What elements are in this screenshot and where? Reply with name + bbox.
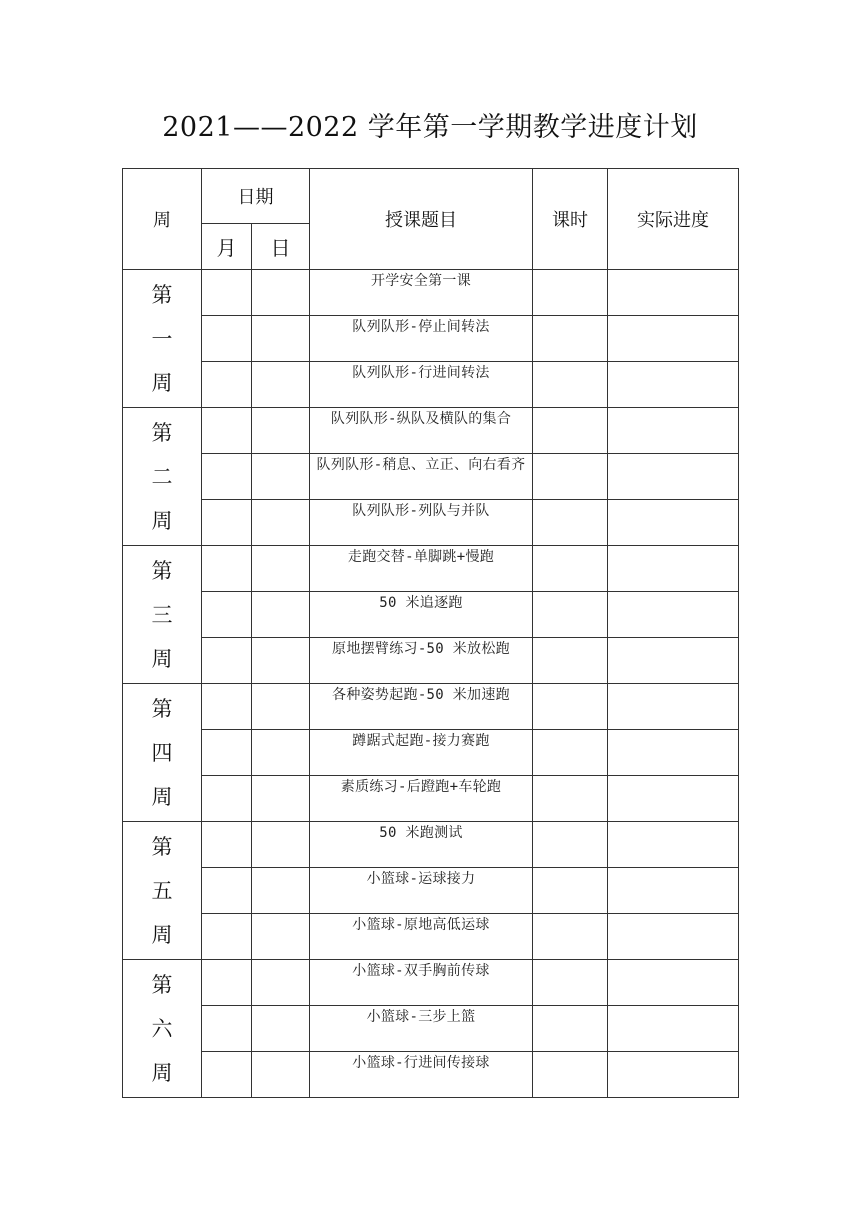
hours-cell xyxy=(533,776,608,822)
table-row xyxy=(123,868,739,914)
week-label xyxy=(123,832,201,950)
table-row xyxy=(123,638,739,684)
topic-cell: 素质练习-后蹬跑+车轮跑 xyxy=(310,776,533,822)
table-row xyxy=(123,408,739,454)
month-cell xyxy=(202,1006,252,1052)
month-cell xyxy=(202,546,252,592)
week-label-char: 第 xyxy=(151,696,173,721)
hours-cell xyxy=(533,730,608,776)
progress-cell xyxy=(608,868,739,914)
week-label xyxy=(123,280,201,398)
week-label-char: 三 xyxy=(151,602,173,627)
table-row xyxy=(123,270,739,316)
week-label xyxy=(123,418,201,536)
hours-cell xyxy=(533,500,608,546)
week-label-char: 第 xyxy=(151,834,173,859)
table-row xyxy=(123,500,739,546)
topic-cell: 原地摆臂练习-50 米放松跑 xyxy=(310,638,533,684)
month-cell xyxy=(202,776,252,822)
week-label xyxy=(123,694,201,812)
month-cell xyxy=(202,684,252,730)
table-row xyxy=(123,822,739,868)
week-label-char: 周 xyxy=(151,508,173,533)
progress-cell xyxy=(608,454,739,500)
table-row xyxy=(123,1052,739,1098)
month-cell xyxy=(202,316,252,362)
progress-cell xyxy=(608,362,739,408)
progress-cell xyxy=(608,730,739,776)
week-cell xyxy=(123,822,202,960)
week-label-char: 一 xyxy=(151,326,173,351)
topic-cell: 小篮球-双手胸前传球 xyxy=(310,960,533,1006)
progress-cell xyxy=(608,408,739,454)
progress-cell xyxy=(608,960,739,1006)
topic-cell: 开学安全第一课 xyxy=(310,270,533,316)
day-cell xyxy=(252,776,310,822)
week-cell xyxy=(123,270,202,408)
topic-cell: 走跑交替-单脚跳+慢跑 xyxy=(310,546,533,592)
hours-cell xyxy=(533,546,608,592)
table-row xyxy=(123,730,739,776)
hours-cell xyxy=(533,1006,608,1052)
hours-cell xyxy=(533,270,608,316)
page-title: 2021——2022 学年第一学期教学进度计划 xyxy=(162,112,698,143)
month-cell xyxy=(202,730,252,776)
month-cell xyxy=(202,362,252,408)
table-row xyxy=(123,316,739,362)
teaching-schedule-table xyxy=(122,168,739,1098)
progress-cell xyxy=(608,270,739,316)
day-cell xyxy=(252,684,310,730)
day-cell xyxy=(252,362,310,408)
topic-cell: 50 米跑测试 xyxy=(310,822,533,868)
table-row xyxy=(123,546,739,592)
topic-cell: 各种姿势起跑-50 米加速跑 xyxy=(310,684,533,730)
table-row xyxy=(123,592,739,638)
topic-cell: 队列队形-行进间转法 xyxy=(310,362,533,408)
topic-cell: 队列队形-停止间转法 xyxy=(310,316,533,362)
day-cell xyxy=(252,638,310,684)
hours-cell xyxy=(533,1052,608,1098)
day-cell xyxy=(252,1052,310,1098)
week-label-char: 周 xyxy=(151,646,173,671)
month-cell xyxy=(202,822,252,868)
header-topic: 授课题目 xyxy=(310,169,533,270)
week-cell xyxy=(123,960,202,1098)
topic-cell: 小篮球-原地高低运球 xyxy=(310,914,533,960)
header-hours: 课时 xyxy=(533,169,608,270)
table-body xyxy=(123,270,739,1098)
hours-cell xyxy=(533,914,608,960)
week-label-char: 周 xyxy=(151,784,173,809)
month-cell xyxy=(202,868,252,914)
topic-cell: 小篮球-运球接力 xyxy=(310,868,533,914)
progress-cell xyxy=(608,316,739,362)
day-cell xyxy=(252,914,310,960)
week-label-char: 五 xyxy=(151,878,173,903)
month-cell xyxy=(202,500,252,546)
hours-cell xyxy=(533,868,608,914)
month-cell xyxy=(202,592,252,638)
progress-cell xyxy=(608,1052,739,1098)
progress-cell xyxy=(608,592,739,638)
month-cell xyxy=(202,1052,252,1098)
topic-cell: 50 米追逐跑 xyxy=(310,592,533,638)
day-cell xyxy=(252,868,310,914)
month-cell xyxy=(202,454,252,500)
progress-cell xyxy=(608,500,739,546)
header-day: 日 xyxy=(252,224,310,270)
week-label xyxy=(123,970,201,1088)
topic-cell: 小篮球-行进间传接球 xyxy=(310,1052,533,1098)
month-cell xyxy=(202,638,252,684)
day-cell xyxy=(252,454,310,500)
week-label xyxy=(123,556,201,674)
day-cell xyxy=(252,270,310,316)
day-cell xyxy=(252,730,310,776)
topic-cell: 队列队形-稍息、立正、向右看齐 xyxy=(310,454,533,500)
table-row xyxy=(123,914,739,960)
progress-cell xyxy=(608,776,739,822)
month-cell xyxy=(202,270,252,316)
week-label-char: 周 xyxy=(151,1060,173,1085)
day-cell xyxy=(252,822,310,868)
header-month: 月 xyxy=(202,224,252,270)
day-cell xyxy=(252,500,310,546)
month-cell xyxy=(202,914,252,960)
table-row xyxy=(123,776,739,822)
day-cell xyxy=(252,408,310,454)
topic-cell: 小篮球-三步上篮 xyxy=(310,1006,533,1052)
week-label-char: 第 xyxy=(151,282,173,307)
day-cell xyxy=(252,546,310,592)
table-row xyxy=(123,362,739,408)
day-cell xyxy=(252,960,310,1006)
week-label-char: 第 xyxy=(151,972,173,997)
week-cell xyxy=(123,546,202,684)
progress-cell xyxy=(608,684,739,730)
hours-cell xyxy=(533,822,608,868)
hours-cell xyxy=(533,454,608,500)
table-row xyxy=(123,1006,739,1052)
week-label-char: 周 xyxy=(151,370,173,395)
topic-cell: 队列队形-纵队及横队的集合 xyxy=(310,408,533,454)
week-cell xyxy=(123,684,202,822)
week-label-char: 第 xyxy=(151,420,173,445)
week-label-char: 第 xyxy=(151,558,173,583)
header-date: 日期 xyxy=(202,169,310,224)
hours-cell xyxy=(533,408,608,454)
month-cell xyxy=(202,408,252,454)
table-row xyxy=(123,454,739,500)
week-label-char: 周 xyxy=(151,922,173,947)
hours-cell xyxy=(533,592,608,638)
hours-cell xyxy=(533,960,608,1006)
hours-cell xyxy=(533,684,608,730)
progress-cell xyxy=(608,914,739,960)
hours-cell xyxy=(533,638,608,684)
table-row xyxy=(123,684,739,730)
progress-cell xyxy=(608,1006,739,1052)
header-week: 周 xyxy=(123,169,202,270)
topic-cell: 队列队形-列队与并队 xyxy=(310,500,533,546)
day-cell xyxy=(252,316,310,362)
progress-cell xyxy=(608,822,739,868)
week-cell xyxy=(123,408,202,546)
week-label-char: 二 xyxy=(151,464,173,489)
table-row xyxy=(123,960,739,1006)
hours-cell xyxy=(533,362,608,408)
week-label-char: 四 xyxy=(151,740,173,765)
header-progress: 实际进度 xyxy=(608,169,739,270)
table-header xyxy=(123,169,739,270)
month-cell xyxy=(202,960,252,1006)
day-cell xyxy=(252,592,310,638)
hours-cell xyxy=(533,316,608,362)
progress-cell xyxy=(608,638,739,684)
day-cell xyxy=(252,1006,310,1052)
week-label-char: 六 xyxy=(151,1016,173,1041)
topic-cell: 蹲踞式起跑-接力赛跑 xyxy=(310,730,533,776)
progress-cell xyxy=(608,546,739,592)
